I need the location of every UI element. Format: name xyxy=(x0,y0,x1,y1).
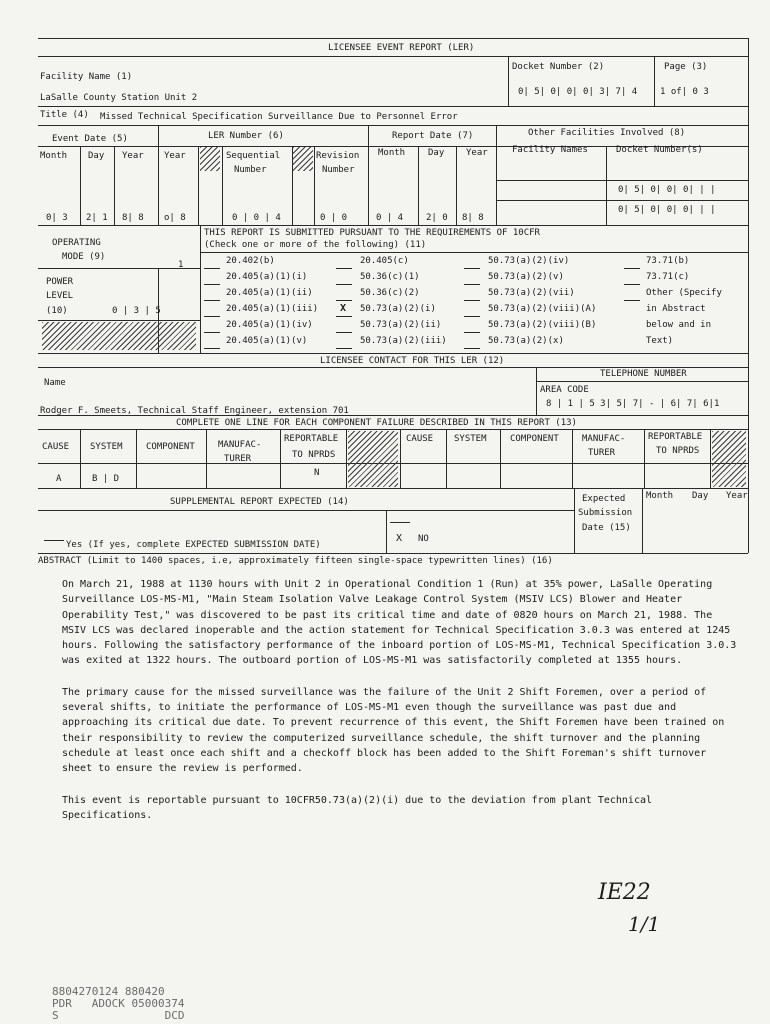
req-20-405-a-1-iv: 20.405(a)(1)(iv) xyxy=(226,320,313,330)
req-other-line-2: in Abstract xyxy=(646,304,706,314)
comp-reportable-header-right-2: TO NPRDS xyxy=(656,446,700,456)
checkbox-20-405-a-1-v xyxy=(204,348,220,349)
checkbox-50-36-c-2 xyxy=(336,300,352,301)
expected-day-header: Day xyxy=(692,491,709,501)
expected-label-2: Submission xyxy=(578,508,633,518)
checkbox-50-73-a-2-i xyxy=(336,316,352,317)
event-year-value: 8| 8 xyxy=(122,213,144,223)
req-other-line-4: Text) xyxy=(646,336,674,346)
req-20-405-a-1-iii: 20.405(a)(1)(iii) xyxy=(226,304,319,314)
req-50-73-a-2-ii: 50.73(a)(2)(ii) xyxy=(360,320,442,330)
expected-month-header: Month xyxy=(646,491,674,501)
checkbox-other xyxy=(624,300,640,301)
checkbox-20-402-b xyxy=(204,268,220,269)
req-73-71-c: 73.71(c) xyxy=(646,272,690,282)
report-month-header: Month xyxy=(378,148,406,158)
contact-name-label: Name xyxy=(44,378,66,388)
req-50-73-a-2-iv: 50.73(a)(2)(iv) xyxy=(488,256,570,266)
checkbox-50-73-a-2-v xyxy=(464,284,480,285)
contact-header: LICENSEE CONTACT FOR THIS LER (12) xyxy=(320,356,505,366)
telephone-value: 8 | 1 | 5 3| 5| 7| - | 6| 7| 6|1 xyxy=(546,399,720,409)
checkbox-73-71-c xyxy=(624,284,640,285)
other-facilities-label: Other Facilities Involved (8) xyxy=(528,128,686,138)
comp-row-cause: A xyxy=(56,474,62,484)
revision-header-1: Revision xyxy=(316,151,360,161)
sequential-header-2: Number xyxy=(234,165,267,175)
area-code-label: AREA CODE xyxy=(540,385,589,395)
revision-header-2: Number xyxy=(322,165,355,175)
requirements-line-1: THIS REPORT IS SUBMITTED PURSUANT TO THE REQUIREMENTS OF 10CFR xyxy=(204,228,540,238)
checkbox-50-73-a-2-viii-a xyxy=(464,316,480,317)
comp-manufac-header-right-1: MANUFAC- xyxy=(582,434,626,444)
comp-reportable-header-left-1: REPORTABLE xyxy=(284,434,339,444)
title-value: Missed Technical Specification Surveillance Due to Personnel Error xyxy=(100,112,458,122)
supplemental-yes-label: Yes (If yes, complete EXPECTED SUBMISSION DATE) xyxy=(66,540,321,550)
event-date-label: Event Date (5) xyxy=(52,134,128,144)
event-day-value: 2| 1 xyxy=(86,213,108,223)
component-failure-header: COMPLETE ONE LINE FOR EACH COMPONENT FAILURE DESCRIBED IN THIS REPORT (13) xyxy=(176,418,577,428)
event-month-value: 0| 3 xyxy=(46,213,68,223)
checked-mark-50-73-a-2-i: X xyxy=(340,303,347,314)
report-day-value: 2| 0 xyxy=(426,213,448,223)
comp-component-header-left: COMPONENT xyxy=(146,442,195,452)
contact-name-value: Rodger F. Smeets, Technical Staff Engineer, extension 701 xyxy=(40,406,349,416)
report-year-value: 8| 8 xyxy=(462,213,484,223)
docket-numbers-header: Docket Number(s) xyxy=(616,145,703,155)
comp-manufac-header-left-1: MANUFAC- xyxy=(218,440,262,450)
comp-component-header-right: COMPONENT xyxy=(510,434,559,444)
req-20-402-b: 20.402(b) xyxy=(226,256,275,266)
checkbox-20-405-a-1-iii xyxy=(204,316,220,317)
comp-reportable-header-right-1: REPORTABLE xyxy=(648,432,703,442)
power-label-2: LEVEL xyxy=(46,291,74,301)
comp-manufac-header-right-2: TURER xyxy=(588,448,616,458)
ler-number-label: LER Number (6) xyxy=(208,131,284,141)
stamp-line-3: S DCD xyxy=(52,1009,185,1022)
checkbox-50-36-c-1 xyxy=(336,284,352,285)
report-date-label: Report Date (7) xyxy=(392,131,474,141)
abstract-body xyxy=(62,577,742,839)
checkbox-20-405-c xyxy=(336,268,352,269)
page-value: 1 of| 0 3 xyxy=(660,87,709,97)
other-docket-value-1: 0| 5| 0| 0| 0| | | xyxy=(618,185,716,195)
req-other-line-3: below and in xyxy=(646,320,712,330)
event-month-header: Month xyxy=(40,151,68,161)
docket-number-value: 0| 5| 0| 0| 0| 3| 7| 4 xyxy=(518,87,638,97)
req-20-405-c: 20.405(c) xyxy=(360,256,409,266)
event-day-header: Day xyxy=(88,151,105,161)
req-73-71-b: 73.71(b) xyxy=(646,256,690,266)
req-50-73-a-2-x: 50.73(a)(2)(x) xyxy=(488,336,564,346)
req-50-73-a-2-viii-b: 50.73(a)(2)(viii)(B) xyxy=(488,320,597,330)
report-day-header: Day xyxy=(428,148,445,158)
form-title: LICENSEE EVENT REPORT (LER) xyxy=(328,43,475,53)
handwritten-fraction: 1/1 xyxy=(628,912,661,936)
operating-mode-label-1: OPERATING xyxy=(52,238,101,248)
comp-reportable-header-left-2: TO NPRDS xyxy=(292,450,336,460)
comp-system-header-left: SYSTEM xyxy=(90,442,123,452)
expected-label-1: Expected xyxy=(582,494,626,504)
abstract-header: ABSTRACT (Limit to 1400 spaces, i.e, approximately fifteen single-space typewritten lines) (16) xyxy=(38,556,553,566)
supplemental-no-label: NO xyxy=(418,534,429,544)
req-50-73-a-2-v: 50.73(a)(2)(v) xyxy=(488,272,564,282)
checkbox-50-73-a-2-iv xyxy=(464,268,480,269)
checkbox-20-405-a-1-ii xyxy=(204,300,220,301)
checkbox-50-73-a-2-iii xyxy=(336,348,352,349)
docket-number-label: Docket Number (2) xyxy=(512,62,605,72)
expected-year-header: Year xyxy=(726,491,748,501)
req-20-405-a-1-v: 20.405(a)(1)(v) xyxy=(226,336,308,346)
requirements-line-2: (Check one or more of the following) (11) xyxy=(204,240,427,250)
facility-name-label: Facility Name (1) xyxy=(40,72,133,82)
checkbox-20-405-a-1-i xyxy=(204,284,220,285)
stamp-line-2: PDR ADOCK 05000374 xyxy=(52,997,185,1010)
abstract-paragraph-1: On March 21, 1988 at 1130 hours with Unit 2 in Operational Condition 1 (Run) at 35% power, LaSalle Operating Surveillance LOS-MS-M1, "Main Steam Isolation Valve Leakage Control System (MSIV LCS) Blower and Heater Operability Test," was discovered to be past its critical time and date of 0820 hours on March 21, 1988. The MSIV LCS was declared inoperable and the action statement for Technical Specification 3.0.3 was entered at 1245 hours. Following the satisfactory performance of the inboard portion of LOS-MS-M1, Technical Specification 3.0.3 was exited at 1322 hours. The outboard portion of LOS-MS-M1 was satisfactorily completed at 1355 hours. xyxy=(62,579,737,667)
checkbox-yes xyxy=(44,540,64,541)
comp-row-reportable: N xyxy=(314,468,320,478)
telephone-label: TELEPHONE NUMBER xyxy=(600,369,687,379)
sequential-header-1: Sequential xyxy=(226,151,281,161)
ler-sequential-value: 0 | 0 | 4 xyxy=(232,213,281,223)
checkbox-50-73-a-2-viii-b xyxy=(464,332,480,333)
comp-cause-header-right: CAUSE xyxy=(406,434,434,444)
req-50-73-a-2-i: 50.73(a)(2)(i) xyxy=(360,304,436,314)
operating-mode-value: 1 xyxy=(178,260,184,270)
req-20-405-a-1-i: 20.405(a)(1)(i) xyxy=(226,272,308,282)
handwritten-code: IE22 xyxy=(598,880,651,905)
checkbox-73-71-b xyxy=(624,268,640,269)
abstract-paragraph-3: This event is reportable pursuant to 10CFR50.73(a)(2)(i) due to the deviation from plant Technical Specifications. xyxy=(62,794,653,821)
ler-revision-value: 0 | 0 xyxy=(320,213,348,223)
checkbox-no xyxy=(390,522,410,523)
facility-names-header: Facility Names xyxy=(512,145,588,155)
checkbox-50-73-a-2-vii xyxy=(464,300,480,301)
checkbox-50-73-a-2-x xyxy=(464,348,480,349)
expected-label-3: Date (15) xyxy=(582,523,631,533)
event-year-header: Year xyxy=(122,151,144,161)
report-year-header: Year xyxy=(466,148,488,158)
comp-row-system: B | D xyxy=(92,474,120,484)
supplemental-no-mark: X xyxy=(396,533,403,544)
other-docket-value-2: 0| 5| 0| 0| 0| | | xyxy=(618,205,716,215)
stamp-line-1: 8804270124 880420 xyxy=(52,985,165,998)
power-label-3: (10) xyxy=(46,306,68,316)
power-level-value: 0 | 3 | 5 xyxy=(112,306,161,316)
operating-mode-label-2: MODE (9) xyxy=(62,252,106,262)
comp-manufac-header-left-2: TURER xyxy=(224,454,252,464)
req-20-405-a-1-ii: 20.405(a)(1)(ii) xyxy=(226,288,313,298)
comp-cause-header-left: CAUSE xyxy=(42,442,70,452)
page-label: Page (3) xyxy=(664,62,708,72)
checkbox-20-405-a-1-iv xyxy=(204,332,220,333)
facility-name-value: LaSalle County Station Unit 2 xyxy=(40,93,198,103)
req-50-73-a-2-vii: 50.73(a)(2)(vii) xyxy=(488,288,575,298)
req-50-73-a-2-iii: 50.73(a)(2)(iii) xyxy=(360,336,447,346)
title-label: Title (4) xyxy=(40,110,89,120)
req-50-36-c-1: 50.36(c)(1) xyxy=(360,272,420,282)
ler-year-header: Year xyxy=(164,151,186,161)
req-50-73-a-2-viii-a: 50.73(a)(2)(viii)(A) xyxy=(488,304,597,314)
abstract-paragraph-2: The primary cause for the missed surveillance was the failure of the Unit 2 Shift Foremen, over a period of several shifts, to initiate the performance of LOS-MS-M1 even though the surveillance was past due and approaching its critical due date. To prevent recurrence of this event, the Shift Foremen have been trained on their responsibility to review the computerized surveillance schedule, the shift turnover and the planning schedule at least once each shift and a checkoff block has been added to the Shift Foreman's shift turnover sheet to ensure the review is performed. xyxy=(62,686,725,775)
ler-year-value: o| 8 xyxy=(164,213,186,223)
req-50-36-c-2: 50.36(c)(2) xyxy=(360,288,420,298)
report-month-value: 0 | 4 xyxy=(376,213,404,223)
supplemental-header: SUPPLEMENTAL REPORT EXPECTED (14) xyxy=(170,497,349,507)
req-other: Other (Specify xyxy=(646,288,722,298)
checkbox-50-73-a-2-ii xyxy=(336,332,352,333)
comp-system-header-right: SYSTEM xyxy=(454,434,487,444)
power-label-1: POWER xyxy=(46,277,74,287)
